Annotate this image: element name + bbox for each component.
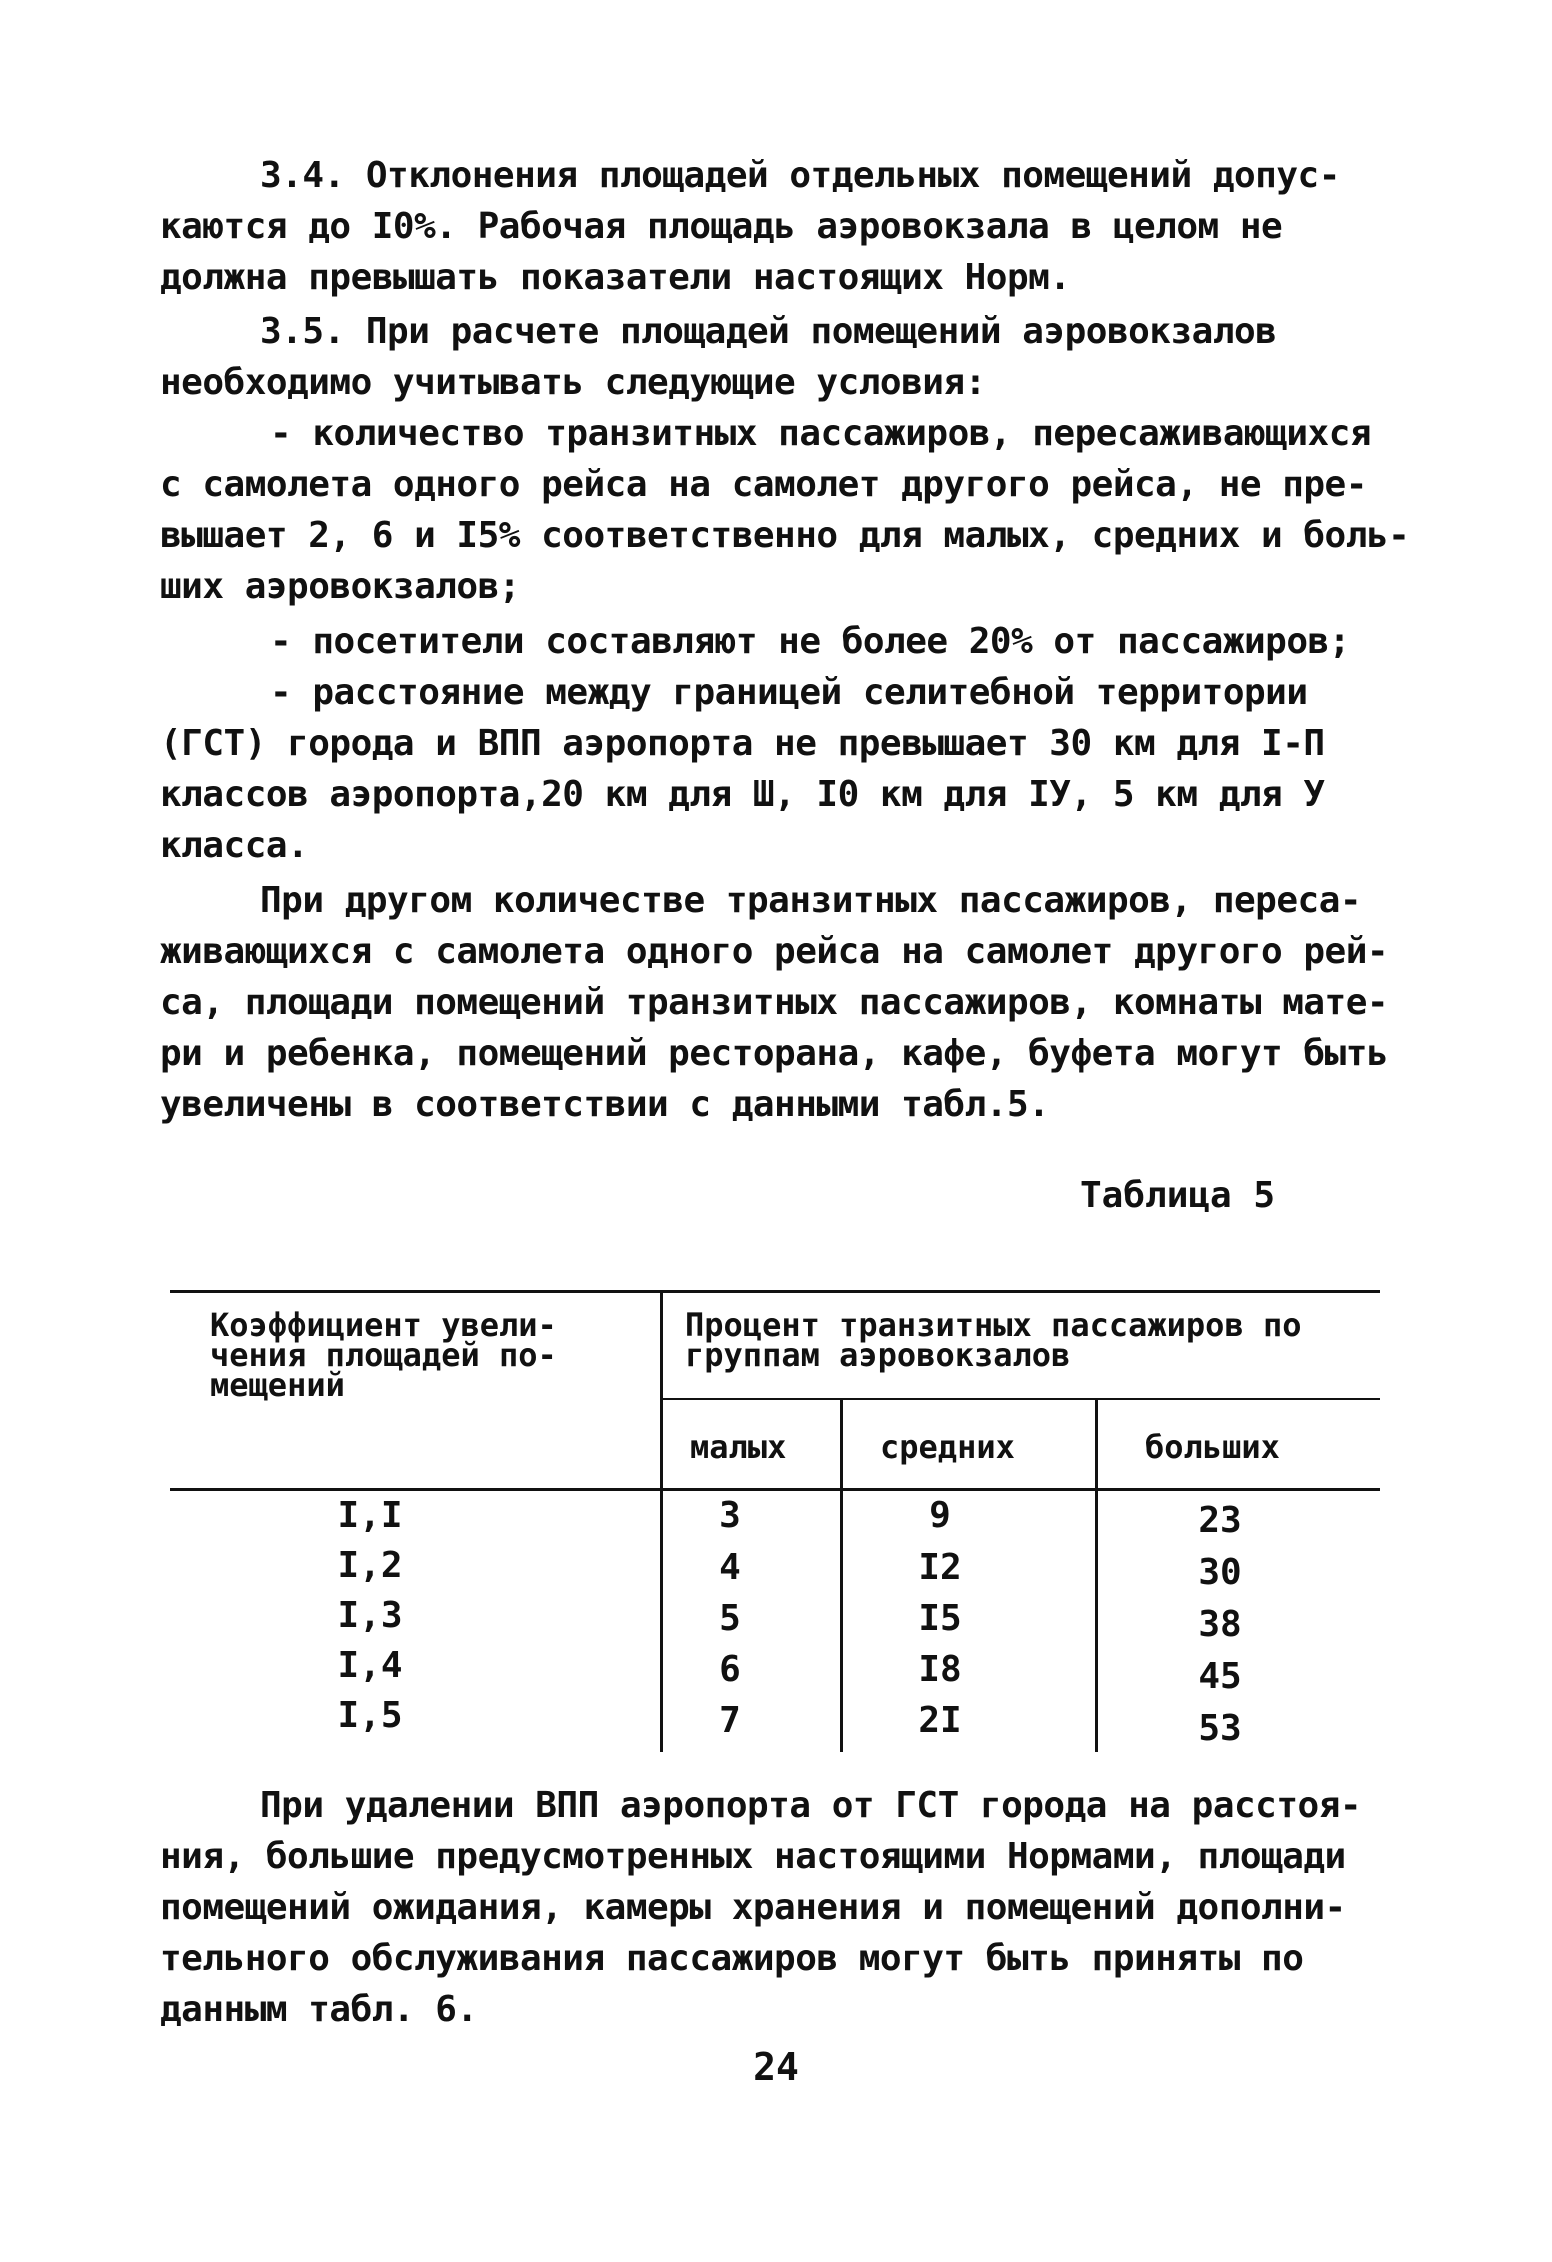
text-line: увеличены в соответствии с данными табл.5. [160,1084,1050,1125]
column-header-coefficient [210,1306,557,1404]
text-line: с самолета одного рейса на самолет другого рейса, не пре- [160,464,1367,505]
text-line: помещений ожидания, камеры хранения и помещений дополни- [160,1887,1346,1928]
text-line: - количество транзитных пассажиров, пересаживающихся [270,413,1372,454]
header-line: группам аэровокзалов [685,1336,1071,1374]
cell-large: 23 [1198,1500,1242,1541]
cell-coefficient: I,2 [337,1545,403,1586]
text-line: - расстояние между границей селитебной территории [270,672,1308,713]
cell-coefficient: I,3 [337,1595,403,1636]
header-line: Коэффициент увели- [210,1306,557,1344]
cell-medium: I8 [918,1649,962,1690]
cell-coefficient: I,5 [337,1695,403,1736]
column-header-percent-group [685,1306,1302,1374]
cell-small: 3 [719,1495,741,1536]
column-divider [660,1290,663,1752]
column-header-large: больших [1145,1428,1280,1466]
cell-medium: I5 [918,1598,962,1639]
text-line: При удалении ВПП аэропорта от ГСТ города на расстоя- [260,1785,1362,1826]
text-line: классов аэропорта,20 км для Ш, I0 км для IУ, 5 км для У [160,774,1325,815]
table-5 [170,1290,1390,1760]
paragraph-other-quantity [160,875,1390,1130]
cell-large: 38 [1198,1604,1242,1645]
cell-coefficient: I,I [337,1495,403,1536]
table-top-rule [170,1290,1380,1293]
column-header-medium: средних [880,1428,1015,1466]
column-header-small: малых [690,1428,787,1466]
text-line: ния, большие предусмотренных настоящими Нормами, площади [160,1836,1346,1877]
column-divider [1095,1400,1098,1752]
cell-medium: 2I [918,1700,962,1741]
text-line: данным табл. 6. [160,1989,478,2030]
group-header-rule [660,1398,1380,1400]
text-line: класса. [160,825,309,866]
paragraph-3-4 [160,150,1390,303]
text-line: са, площади помещений транзитных пассажиров, комнаты мате- [160,982,1389,1023]
text-line: живающихся с самолета одного рейса на самолет другого рей- [160,931,1389,972]
header-line: мещений [210,1366,345,1404]
text-line: ри и ребенка, помещений ресторана, кафе, буфета могут быть [160,1033,1389,1074]
condition-transit-passengers [160,408,1410,612]
text-line: 3.4. Отклонения площадей отдельных помещений допус- [260,155,1340,196]
cell-small: 4 [719,1547,741,1588]
header-line: чения площадей по- [210,1336,557,1374]
cell-small: 7 [719,1700,741,1741]
page-number: 24 [753,2045,799,2089]
text-line: - посетители составляют не более 20% от пассажиров; [270,621,1350,662]
cell-large: 45 [1198,1656,1242,1697]
cell-small: 6 [719,1649,741,1690]
cell-large: 30 [1198,1552,1242,1593]
condition-distance [160,667,1390,871]
text-line: При другом количестве транзитных пассажиров, переса- [260,880,1362,921]
text-line: должна превышать показатели настоящих Норм. [160,257,1071,298]
cell-small: 5 [719,1598,741,1639]
text-line: каются до I0%. Рабочая площадь аэровокзала в целом не [160,206,1283,247]
header-bottom-rule [170,1488,1380,1491]
text-line: 3.5. При расчете площадей помещений аэровокзалов [260,311,1277,352]
text-line: необходимо учитывать следующие условия: [160,362,986,403]
text-line: ших аэровокзалов; [160,566,520,607]
table-title: Таблица 5 [1080,1175,1276,1216]
header-line: Процент транзитных пассажиров по [685,1306,1302,1344]
cell-large: 53 [1198,1708,1242,1749]
text-line: тельного обслуживания пассажиров могут быть приняты по [160,1938,1304,1979]
paragraph-3-5 [160,306,1390,408]
text-line: (ГСТ) города и ВПП аэропорта не превышает 30 км для I-П [160,723,1325,764]
condition-visitors [160,616,1390,667]
cell-medium: I2 [918,1547,962,1588]
text-line: вышает 2, 6 и I5% соответственно для малых, средних и боль- [160,515,1410,556]
paragraph-distance-removal [160,1780,1390,2035]
column-divider [840,1400,843,1752]
cell-coefficient: I,4 [337,1645,403,1686]
cell-medium: 9 [929,1495,951,1536]
